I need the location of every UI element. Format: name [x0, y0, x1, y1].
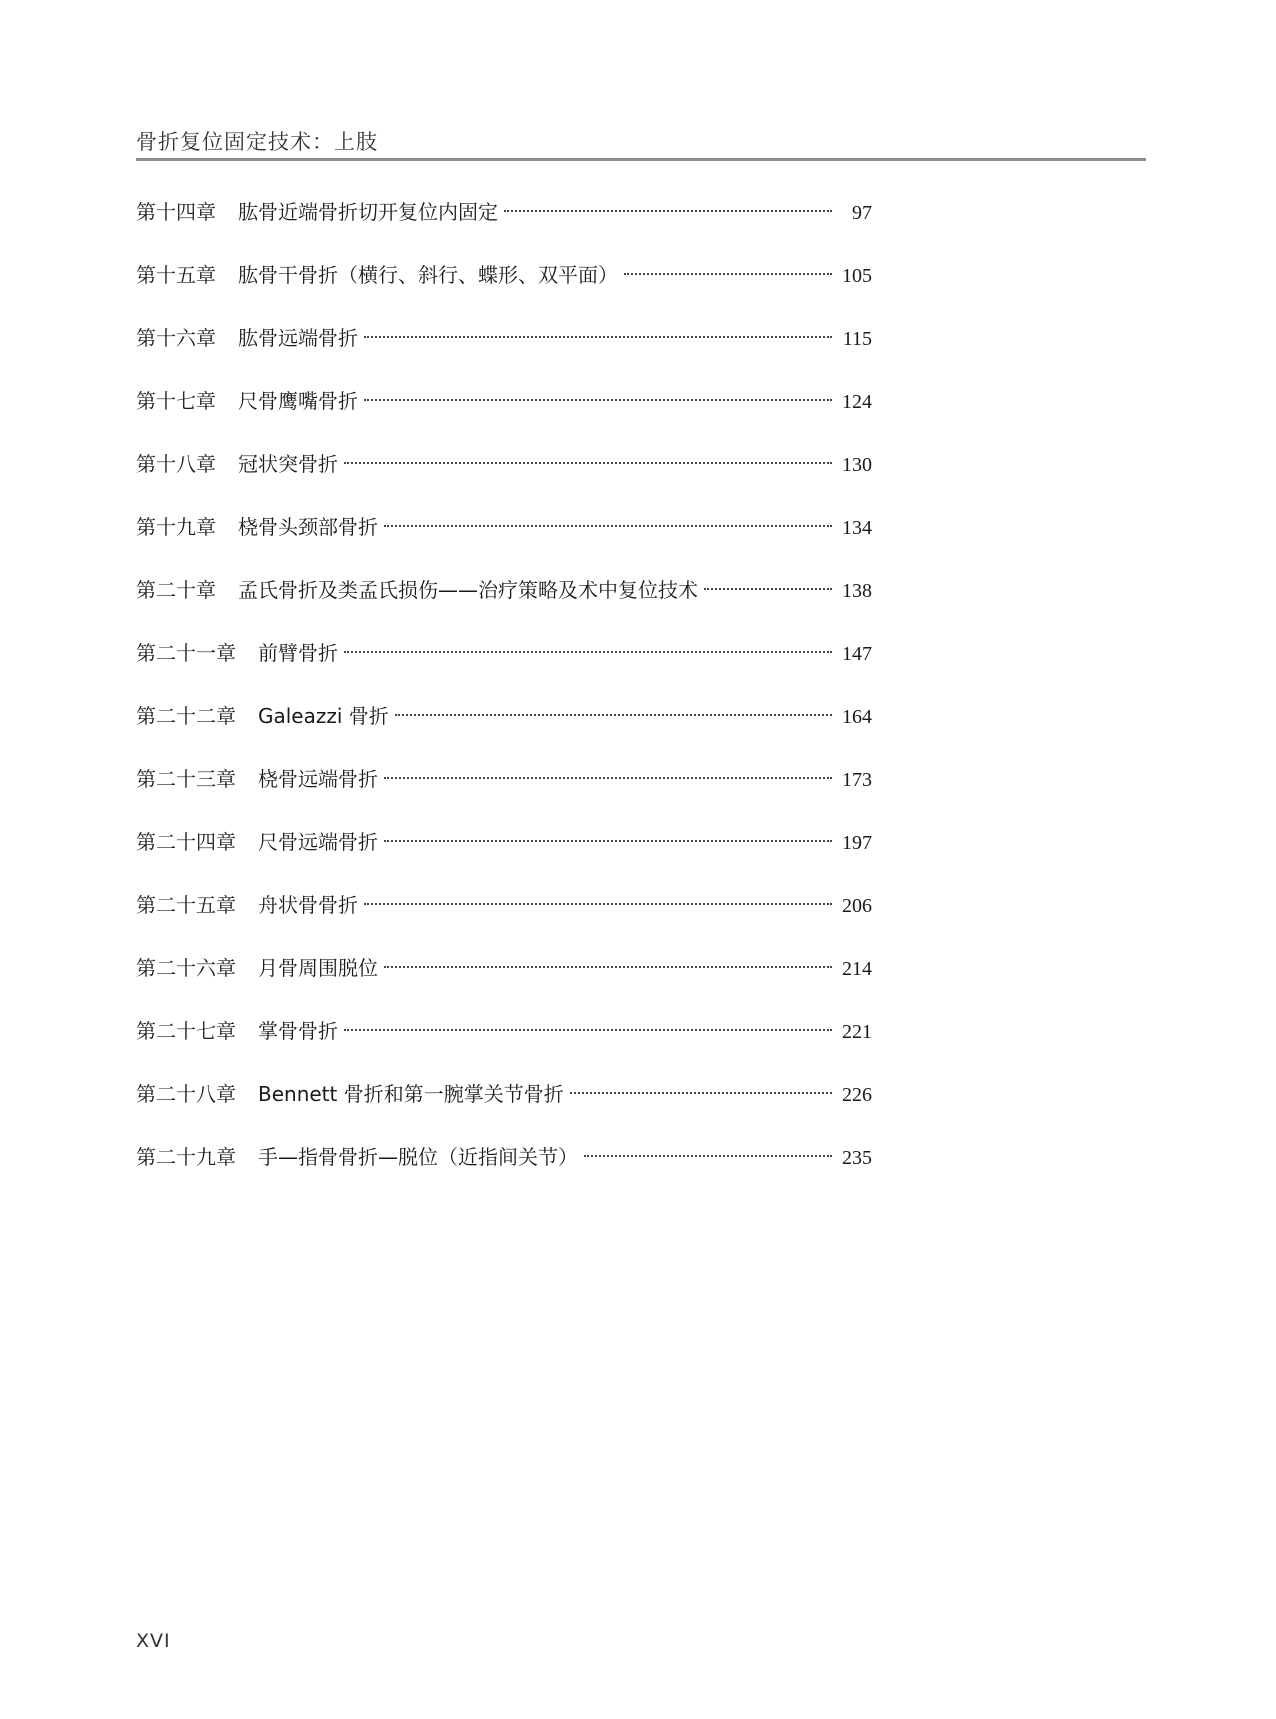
toc-page-number: 115 — [842, 328, 872, 350]
toc-chapter-title: 肱骨干骨折（横行、斜行、蝶形、双平面） — [238, 263, 618, 287]
toc-entry[interactable] — [136, 444, 872, 507]
toc-chapter-number: 第二十七章 — [136, 1019, 236, 1043]
toc-page-number: 173 — [842, 769, 872, 791]
toc-entry[interactable] — [136, 381, 872, 444]
toc-page-number: 235 — [842, 1147, 872, 1169]
toc-page-number: 105 — [842, 265, 872, 287]
toc-entry[interactable] — [136, 507, 872, 570]
toc-chapter-title: 肱骨远端骨折 — [238, 326, 358, 350]
toc-chapter-number: 第二十四章 — [136, 830, 236, 854]
toc-page-number: 164 — [842, 706, 872, 728]
toc-chapter-title: 前臂骨折 — [258, 641, 338, 665]
toc-chapter-title: 肱骨近端骨折切开复位内固定 — [238, 200, 498, 224]
toc-entry[interactable] — [136, 822, 872, 885]
toc-dot-leader — [584, 1155, 832, 1157]
toc-chapter-title: 尺骨远端骨折 — [258, 830, 378, 854]
toc-dot-leader — [384, 966, 832, 968]
toc-dot-leader — [704, 588, 832, 590]
toc-chapter-number: 第十六章 — [136, 326, 216, 350]
toc-chapter-number: 第十七章 — [136, 389, 216, 413]
toc-chapter-title: 尺骨鹰嘴骨折 — [238, 389, 358, 413]
toc-entry[interactable] — [136, 1074, 872, 1137]
toc-chapter-title: 舟状骨骨折 — [258, 893, 358, 917]
toc-chapter-title: 桡骨远端骨折 — [258, 767, 378, 791]
toc-chapter-number: 第二十三章 — [136, 767, 236, 791]
toc-dot-leader — [395, 714, 832, 716]
toc-chapter-number: 第二十六章 — [136, 956, 236, 980]
toc-entry[interactable] — [136, 759, 872, 822]
toc-page-number: 226 — [842, 1084, 872, 1106]
toc-page-number: 206 — [842, 895, 872, 917]
toc-chapter-number: 第二十二章 — [136, 704, 236, 728]
running-header-title: 骨折复位固定技术：上肢 — [136, 130, 378, 154]
toc-chapter-title: 掌骨骨折 — [258, 1019, 338, 1043]
toc-dot-leader — [624, 273, 832, 275]
toc-dot-leader — [364, 903, 832, 905]
toc-chapter-title: 手—指骨骨折—脱位（近指间关节） — [258, 1145, 578, 1169]
toc-entry[interactable] — [136, 318, 872, 381]
toc-dot-leader — [344, 651, 832, 653]
toc-dot-leader — [364, 336, 832, 338]
toc-chapter-number: 第十九章 — [136, 515, 216, 539]
toc-entry[interactable] — [136, 1011, 872, 1074]
toc-chapter-number: 第十八章 — [136, 452, 216, 476]
toc-dot-leader — [570, 1092, 832, 1094]
toc-page-number: 134 — [842, 517, 872, 539]
toc-dot-leader — [344, 1029, 832, 1031]
toc-entry[interactable] — [136, 885, 872, 948]
toc-entry[interactable] — [136, 633, 872, 696]
toc-chapter-title: 月骨周围脱位 — [258, 956, 378, 980]
toc-page-number: 147 — [842, 643, 872, 665]
toc-entry[interactable] — [136, 570, 872, 633]
toc-chapter-number: 第十四章 — [136, 200, 216, 224]
toc-page-number: 124 — [842, 391, 872, 413]
toc-chapter-number: 第二十章 — [136, 578, 216, 602]
toc-page-number: 138 — [842, 580, 872, 602]
toc-chapter-number: 第二十九章 — [136, 1145, 236, 1169]
toc-chapter-number: 第二十五章 — [136, 893, 236, 917]
toc-chapter-title: Bennett 骨折和第一腕掌关节骨折 — [258, 1082, 564, 1106]
toc-page-number: 97 — [852, 202, 872, 224]
toc-chapter-number: 第十五章 — [136, 263, 216, 287]
toc-page-number: 214 — [842, 958, 872, 980]
toc-entry[interactable] — [136, 192, 872, 255]
toc-entry[interactable] — [136, 948, 872, 1011]
toc-chapter-title: 冠状突骨折 — [238, 452, 338, 476]
toc-page-number: 197 — [842, 832, 872, 854]
toc-chapter-number: 第二十八章 — [136, 1082, 236, 1106]
toc-entry[interactable] — [136, 255, 872, 318]
table-of-contents — [136, 192, 872, 1200]
toc-page-number: 130 — [842, 454, 872, 476]
toc-dot-leader — [384, 525, 832, 527]
header-divider — [136, 158, 1146, 161]
toc-dot-leader — [384, 840, 832, 842]
toc-page-number: 221 — [842, 1021, 872, 1043]
toc-dot-leader — [344, 462, 832, 464]
toc-chapter-number: 第二十一章 — [136, 641, 236, 665]
toc-chapter-title: 桡骨头颈部骨折 — [238, 515, 378, 539]
footer-page-number: XVI — [136, 1630, 171, 1652]
toc-chapter-title: 孟氏骨折及类孟氏损伤——治疗策略及术中复位技术 — [238, 578, 698, 602]
toc-entry[interactable] — [136, 1137, 872, 1200]
toc-dot-leader — [504, 210, 832, 212]
toc-entry[interactable] — [136, 696, 872, 759]
toc-dot-leader — [364, 399, 832, 401]
toc-chapter-title: Galeazzi 骨折 — [258, 704, 389, 728]
toc-dot-leader — [384, 777, 832, 779]
